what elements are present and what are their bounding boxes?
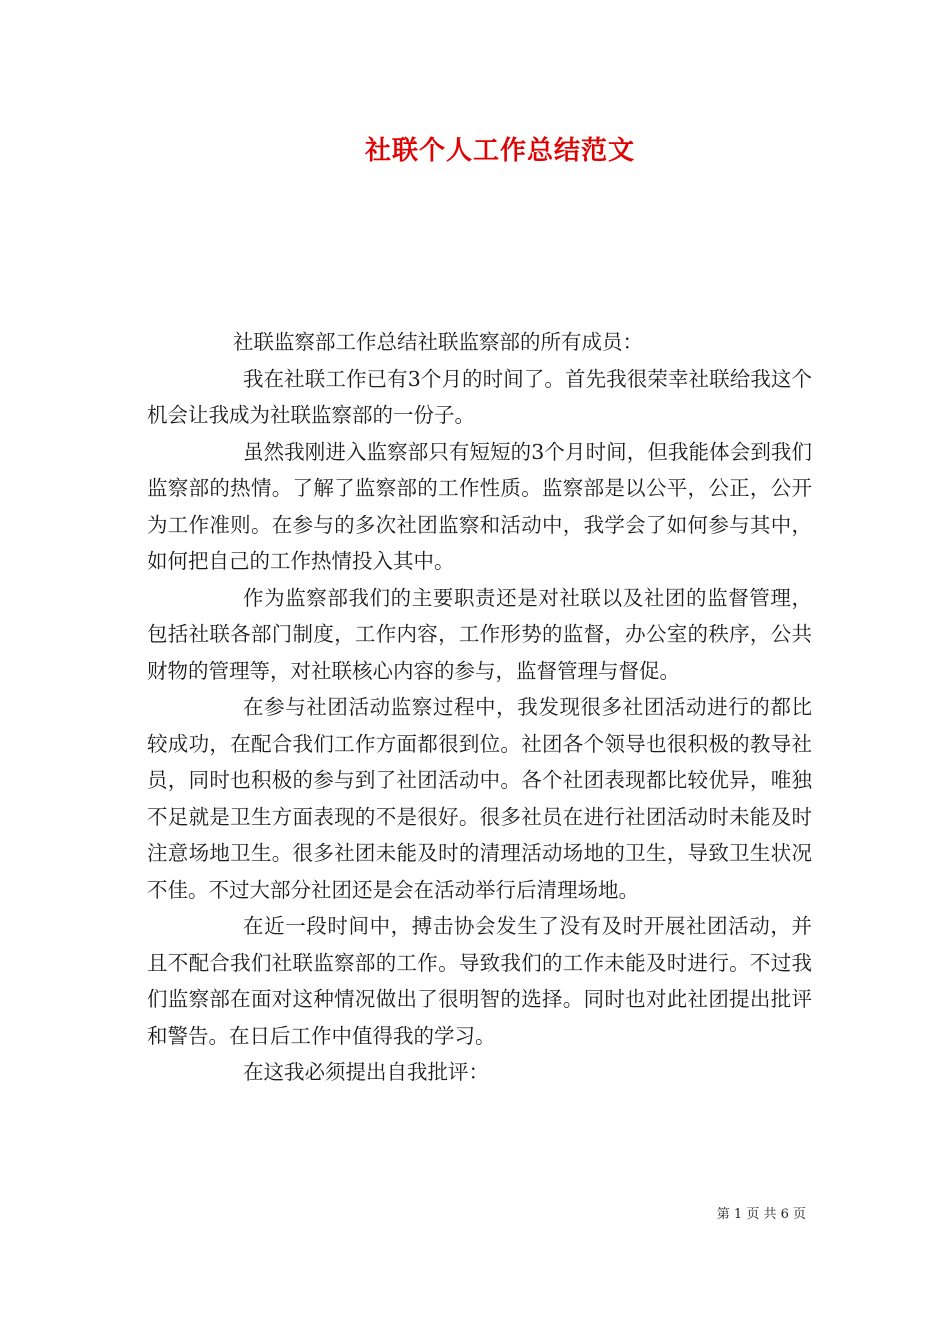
page-number-footer: 第 1 页 共 6 页: [716, 1207, 806, 1222]
document-title: 社联个人工作总结范文: [364, 136, 635, 166]
paragraph: 在参与社团活动监察过程中，我发现很多社团活动进行的都比较成功，在配合我们工作方面都很到位。社团各个领导也很积极的教导社员，同时也积极的参与到了社团活动中。各个社团表现都比较优异，唯独不足就是卫生方面表现的不是很好。很多社员在进行社团活动时未能及时注意场地卫生。很多社团未能及时的清理活动场地的卫生，导致卫生状况不佳。不过大部分社团还是会在活动举行后清理场地。: [147, 695, 812, 902]
paragraph-opening: 社联监察部工作总结社联监察部的所有成员：: [233, 330, 643, 354]
paragraph: 虽然我刚进入监察部只有短短的3个月时间，但我能体会到我们监察部的热情。了解了监察部的工作性质。监察部是以公平，公正，公开为工作准则。在参与的多次社团监察和活动中，我学会了如何参与其中，如何把自己的工作热情投入其中。: [147, 439, 812, 573]
paragraph: 我在社联工作已有3个月的时间了。首先我很荣幸社联给我这个机会让我成为社联监察部的一份子。: [147, 366, 812, 427]
document-body: [147, 324, 812, 1091]
paragraph: 作为监察部我们的主要职责还是对社联以及社团的监督管理，包括社联各部门制度，工作内容，工作形势的监督，办公室的秩序，公共财物的管理等，对社联核心内容的参与，监督管理与督促。: [147, 585, 812, 683]
paragraph: 在这我必须提出自我批评：: [243, 1060, 489, 1084]
paragraph: 在近一段时间中，搏击协会发生了没有及时开展社团活动，并且不配合我们社联监察部的工作。导致我们的工作未能及时进行。不过我们监察部在面对这种情况做出了很明智的选择。同时也对此社团提出批评和警告。在日后工作中值得我的学习。: [147, 914, 812, 1048]
